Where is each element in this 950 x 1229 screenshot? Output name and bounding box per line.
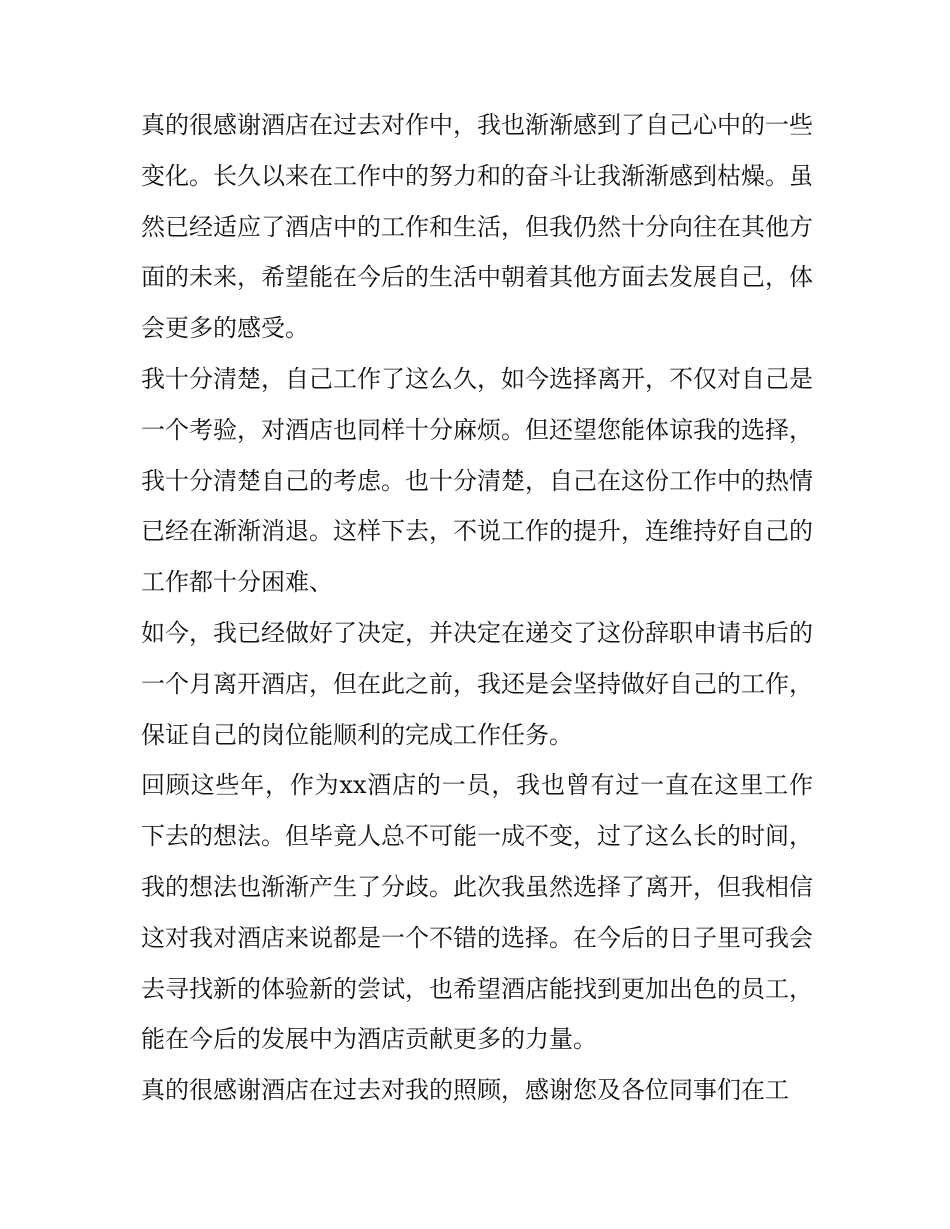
paragraph-1: 真的很感谢酒店在过去对作中，我也渐渐感到了自己心中的一些变化。长久以来在工作中的努力和的奋斗让我渐渐感到枯燥。虽然已经适应了酒店中的工作和生活，但我仍然十分向往在其他方面的未来，希望能在今后的生活中朝着其他方面去发展自己，体会更多的感受。: [141, 111, 813, 343]
paragraph-4: 回顾这些年，作为xx酒店的一员，我也曾有过一直在这里工作下去的想法。但毕竟人总不可能一成不变，过了这么长的时间，我的想法也渐渐产生了分歧。此次我虽然选择了离开，但我相信这对我对酒店来说都是一个不错的选择。在今后的日子里可我会去寻找新的体验新的尝试，也希望酒店能找到更加出色的员工，能在今后的发展中为酒店贡献更多的力量。: [141, 771, 813, 1054]
document-body: [141, 100, 813, 1116]
paragraph-5: 真的很感谢酒店在过去对我的照顾，感谢您及各位同事们在工: [141, 1076, 789, 1105]
paragraph-3: 如今，我已经做好了决定，并决定在递交了这份辞职申请书后的一个月离开酒店，但在此之前，我还是会坚持做好自己的工作，保证自己的岗位能顺利的完成工作任务。: [141, 618, 813, 749]
paragraph-2: 我十分清楚，自己工作了这么久，如今选择离开，不仅对自己是一个考验，对酒店也同样十分麻烦。但还望您能体谅我的选择，我十分清楚自己的考虑。也十分清楚，自己在这份工作中的热情已经在渐渐消退。这样下去，不说工作的提升，连维持好自己的工作都十分困难、: [141, 364, 813, 597]
